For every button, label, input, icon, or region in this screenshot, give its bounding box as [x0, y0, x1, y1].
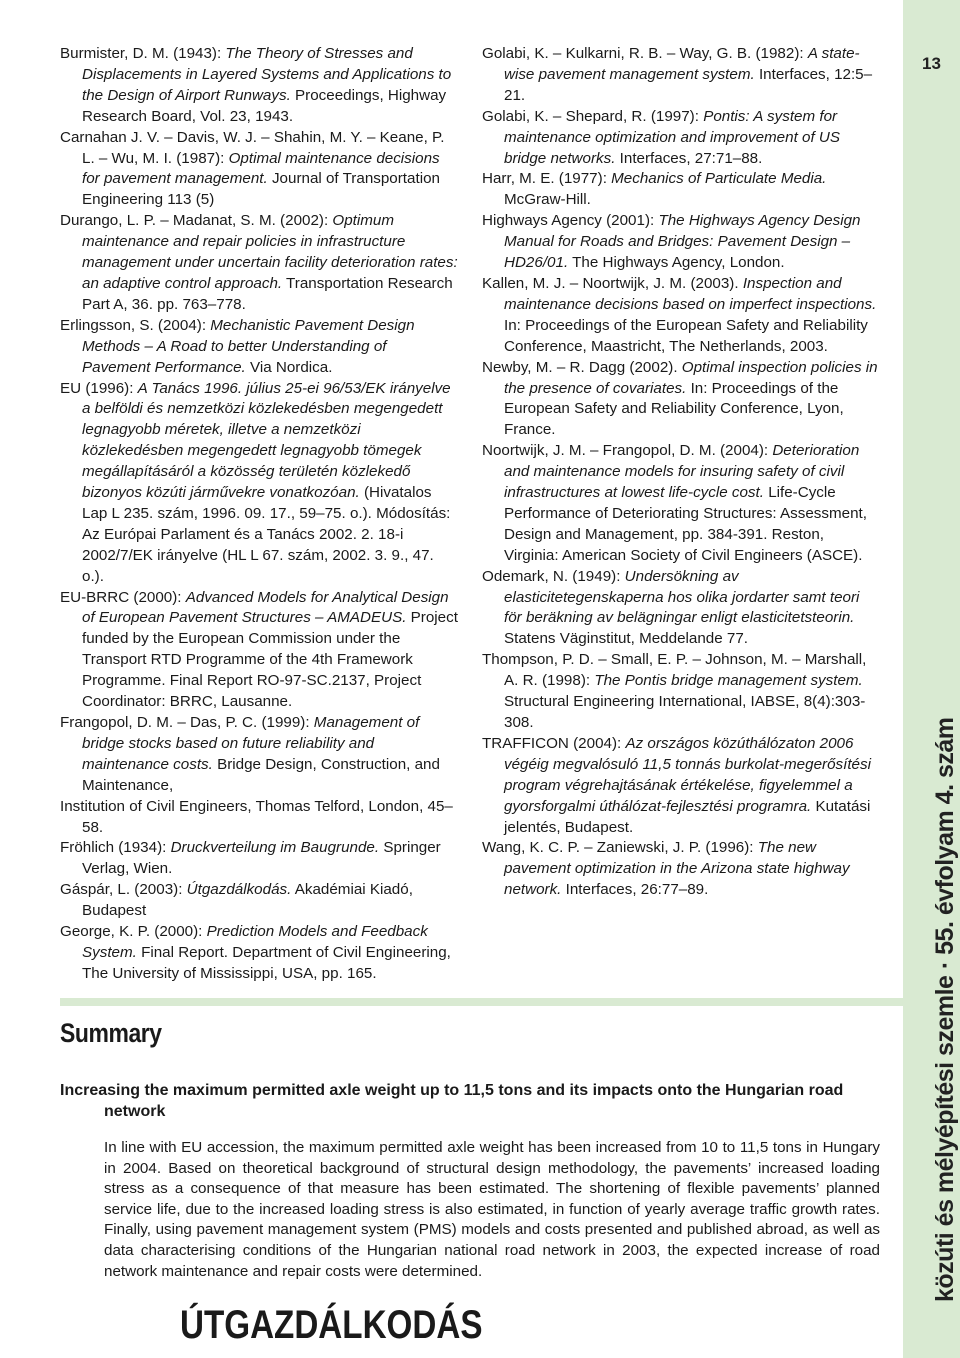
references-left-column: [60, 44, 458, 985]
reference-title: Prediction Models and Feedback System.: [82, 923, 428, 961]
reference-authors: Golabi, K. – Shepard, R. (1997):: [482, 107, 704, 125]
reference-source: The Highways Agency, London.: [568, 254, 785, 272]
reference-entry: [482, 211, 880, 274]
reference-authors: George, K. P. (2000):: [60, 923, 207, 941]
reference-source: Kutatási jelentés, Budapest.: [504, 797, 871, 836]
reference-authors: Erlingsson, S. (2004):: [60, 316, 211, 334]
reference-authors: EU (1996):: [60, 379, 138, 397]
reference-source: Project funded by the European Commission under the Transport RTD Programme of the 4th Framework Programme. Final Report RO-97-SC.2137, Project Coordinator: BRRC, Lausanne.: [82, 609, 458, 711]
reference-source: Interfaces, 27:71–88.: [615, 149, 763, 167]
reference-authors: Institution of Civil Engineers, Thomas Telford, London, 45–58.: [60, 797, 453, 836]
reference-entry: [60, 316, 458, 379]
reference-entry: [60, 713, 458, 797]
reference-source: Journal of Transportation Engineering 113 (5): [82, 170, 440, 209]
reference-source: McGraw-Hill.: [504, 191, 591, 209]
reference-title: The Highways Agency Design Manual for Roads and Bridges: Pavement Design – HD26/01.: [504, 212, 861, 272]
reference-source: Life-Cycle Performance of Deteriorating Structures: Assessment, Design and Management, pp. 384-391. Reston, Virginia: American Society of Civil Engineers (ASCE).: [504, 484, 867, 564]
reference-authors: Burmister, D. M. (1943):: [60, 45, 226, 62]
reference-title: Inspection and maintenance decisions based on imperfect inspections.: [504, 274, 877, 313]
reference-title: The new pavement optimization in the Arizona state highway network.: [504, 839, 850, 899]
reference-source: In: Proceedings of the European Safety and Reliability Conference, Lyon, France.: [504, 379, 844, 439]
reference-entry: [60, 128, 458, 212]
reference-source: Statens Väginstitut, Meddelande 77.: [504, 630, 749, 648]
reference-title: Undersökning av elasticitetegenskaperna hos olika jordarter samt teori för beräkning av belägningar enligt elasticitetsteorin.: [504, 567, 860, 627]
reference-authors: Noortwijk, J. M. – Frangopol, D. M. (2004):: [482, 442, 773, 460]
section-footer-title: ÚTGAZDÁLKODÁS: [180, 1303, 483, 1347]
reference-entry: [482, 838, 880, 901]
reference-title: Az országos közúthálózaton 2006 végéig megvalósuló 11,5 tonnás burkolat-megerősítési program végrehajtásának értékelése, figyelemmel a gyorsforgalmi úthálózat-fejlesztési programra.: [504, 734, 871, 815]
reference-entry: [482, 169, 880, 211]
reference-title: Advanced Models for Analytical Design of European Pavement Structures – AMADEUS.: [82, 588, 449, 627]
reference-source: Proceedings, Highway Research Board, Vol. 23, 1943.: [82, 86, 447, 125]
reference-title: Management of bridge stocks based on future reliability and maintenance costs.: [82, 714, 420, 773]
reference-entry: [60, 44, 458, 128]
reference-entry: [482, 44, 880, 107]
reference-source: In: Proceedings of the European Safety and Reliability Conference, Maastricht, The Netherlands, 2003.: [504, 316, 868, 355]
reference-entry: [60, 797, 458, 839]
reference-authors: Carnahan J. V. – Davis, W. J. – Shahin, M. Y. – Keane, P. L. – Wu, M. I. (1987):: [60, 128, 445, 167]
reference-authors: Newby, M. – R. Dagg (2002).: [482, 358, 682, 376]
reference-entry: [482, 567, 880, 651]
journal-title-vertical: közúti és mélyépítési szemle · 55. évfolyam 4. szám: [931, 717, 959, 1302]
reference-entry: [482, 734, 880, 839]
reference-title: Optimum maintenance and repair policies in infrastructure management under uncertain facility deterioration rates: an adaptive control approach.: [82, 212, 458, 292]
reference-source: Akadémiai Kiadó, Budapest: [82, 881, 413, 920]
reference-entry: [60, 379, 458, 588]
reference-title: Mechanistic Pavement Design Methods – A Road to better Understanding of Pavement Performance.: [82, 316, 415, 376]
reference-title: The Theory of Stresses and Displacements in Layered Systems and Applications to the Design of Airport Runways.: [82, 45, 452, 104]
references-right-column: [482, 44, 880, 901]
reference-source: Final Report. Department of Civil Engineering, The University of Mississippi, USA, pp. 165.: [82, 943, 451, 982]
reference-authors: Highways Agency (2001):: [482, 212, 659, 230]
reference-entry: [60, 838, 458, 880]
reference-source: Bridge Design, Construction, and Maintenance,: [82, 755, 440, 794]
reference-entry: [482, 274, 880, 358]
reference-entry: [482, 650, 880, 734]
reference-title: Druckverteilung im Baugrunde.: [170, 839, 380, 857]
reference-title: Deterioration and maintenance models for insuring safety of civil infrastructures at lowest life-cycle cost.: [504, 442, 860, 502]
reference-title: Mechanics of Particulate Media.: [611, 170, 827, 188]
reference-authors: Golabi, K. – Kulkarni, R. B. – Way, G. B. (1982):: [482, 45, 808, 62]
reference-title: The Pontis bridge management system.: [594, 672, 863, 690]
reference-source: (Hivatalos Lap L 235. szám, 1996. 09. 17., 59–75. o.). Módosítás: Az Európai Parlament és a Tanács 2002. 2. 18-i 2002/7/EK irányelve (HL L 67. szám, 2002. 3. 9., 47. o.).: [82, 484, 451, 585]
reference-authors: EU-BRRC (2000):: [60, 588, 186, 606]
reference-source: Interfaces, 12:5–21.: [504, 65, 873, 104]
reference-source: Transportation Research Part A, 36. pp. 763–778.: [82, 274, 453, 313]
reference-authors: Fröhlich (1934):: [60, 839, 171, 857]
reference-authors: Odemark, N. (1949):: [482, 567, 625, 585]
reference-entry: [60, 211, 458, 316]
reference-source: Interfaces, 26:77–89.: [561, 881, 709, 899]
summary-heading: Summary: [60, 1018, 162, 1048]
page-number: 13: [922, 54, 941, 73]
reference-title: Optimal inspection policies in the presence of covariates.: [504, 358, 878, 397]
reference-entry: [482, 107, 880, 170]
summary-body: In line with EU accession, the maximum permitted axle weight has been increased from 10 to 11,5 tons in Hungary in 2004. Based on theoretical background of structural design methodology, the pavements’ increased loading stress as a consequence of that measure has been estimated. The shortening of flexible pavements’ planned service life, due to the increased loading stress is also estimated, in function of yearly average traffic growth rates. Finally, using pavement management system (PMS) models and costs presented and published abroad, as well as data characterising conditions of the Hungarian national road network in 2003, the expected increase of road network maintenance and repair costs were determined.: [104, 1139, 880, 1280]
reference-authors: Thompson, P. D. – Small, E. P. – Johnson, M. – Marshall, A. R. (1998):: [482, 651, 867, 690]
reference-entry: [60, 588, 458, 713]
reference-source: Structural Engineering International, IABSE, 8(4):303-308.: [504, 693, 866, 731]
reference-authors: Gáspár, L. (2003):: [60, 881, 187, 899]
reference-authors: Frangopol, D. M. – Das, P. C. (1999):: [60, 714, 314, 731]
reference-authors: Harr, M. E. (1977):: [482, 170, 612, 188]
reference-source: Springer Verlag, Wien.: [82, 839, 441, 878]
reference-entry: [60, 880, 458, 922]
reference-title: Optimal maintenance decisions for pavement management.: [82, 149, 440, 188]
summary-title: Increasing the maximum permitted axle weight up to 11,5 tons and its impacts onto the Hungarian road network: [60, 1082, 844, 1120]
reference-title: A state-wise pavement management system.: [504, 45, 860, 83]
reference-title: Pontis: A system for maintenance optimization and improvement of US bridge networks.: [504, 107, 840, 167]
reference-authors: Wang, K. C. P. – Zaniewski, J. P. (1996):: [482, 839, 758, 857]
reference-authors: Durango, L. P. – Madanat, S. M. (2002):: [60, 212, 333, 230]
reference-title: Útgazdálkodás.: [186, 881, 292, 899]
reference-entry: [482, 358, 880, 442]
reference-title: A Tanács 1996. július 25-ei 96/53/EK irányelve a belföldi és nemzetközi közlekedésben megengedett legnagyobb méretek, illetve a nemzetközi közlekedésben megengedett legnagyobb tömegek megállapításáról a közösség területén közlekedő bizonyos közúti járművekre vonatkozóan.: [82, 379, 451, 502]
reference-authors: TRAFFICON (2004):: [482, 734, 626, 752]
reference-source: Via Nordica.: [245, 358, 333, 376]
reference-entry: [482, 441, 880, 566]
summary-divider: [60, 998, 903, 1006]
reference-entry: [60, 922, 458, 985]
reference-authors: Kallen, M. J. – Noortwijk, J. M. (2003).: [482, 274, 743, 292]
